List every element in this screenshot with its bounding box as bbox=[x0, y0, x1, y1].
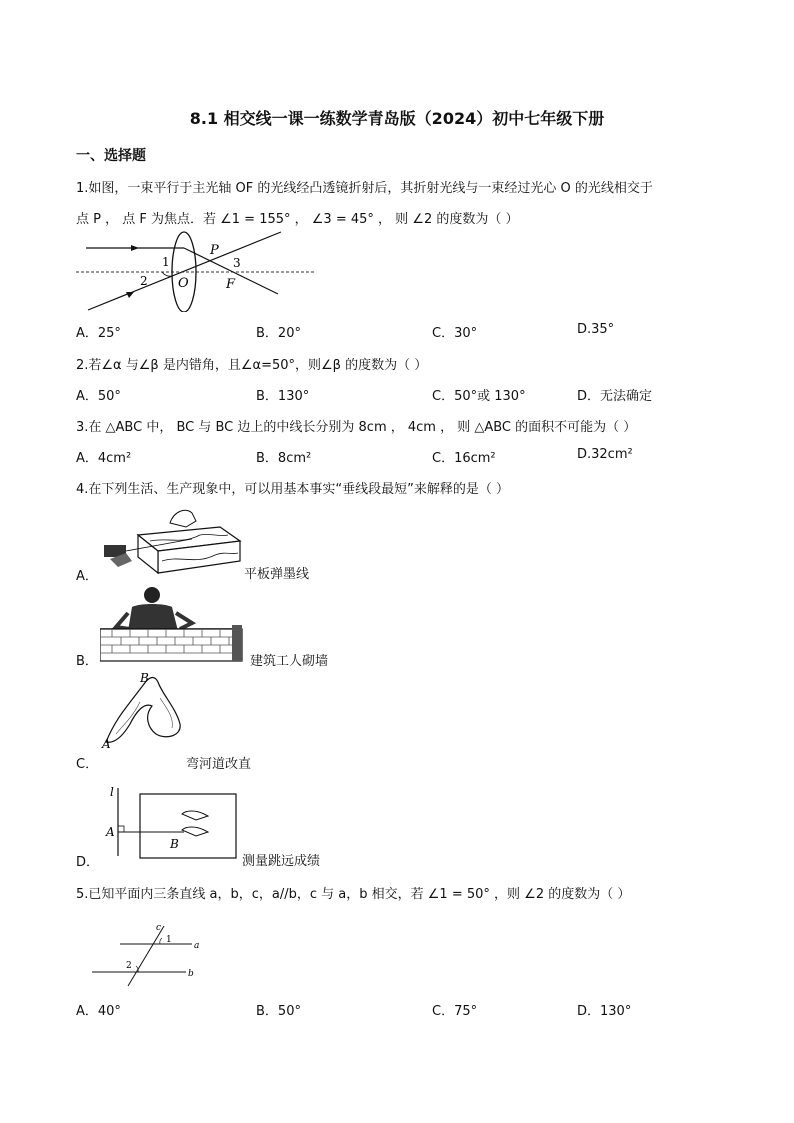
q1-option-c: C．30° bbox=[432, 326, 478, 341]
parallel-lines-diagram bbox=[88, 920, 208, 988]
label-line-a: a bbox=[194, 941, 200, 951]
plank-ink-line-image bbox=[100, 505, 245, 577]
q2-option-c: C．50°或 130° bbox=[432, 389, 526, 404]
q5-option-a: A．40° bbox=[76, 1004, 121, 1019]
q5-text: 5.已知平面内三条直线 a，b，c，a//b，c 与 a，b 相交，若 ∠1 = 50° ，则 ∠2 的度数为（ ） bbox=[76, 887, 631, 902]
q5-option-b: B．50° bbox=[256, 1004, 301, 1019]
label-angle-2: 2 bbox=[126, 961, 132, 971]
q5-option-c: C．75° bbox=[432, 1004, 478, 1019]
q5-option-d: D．130° bbox=[577, 1004, 632, 1019]
bricklayer-image bbox=[100, 585, 248, 663]
q2-text: 2.若∠α 与∠β 是内错角，且∠α=50°，则∠β 的度数为（ ） bbox=[76, 358, 428, 373]
label-line-c: c bbox=[156, 923, 162, 933]
q1-option-a: A．25° bbox=[76, 326, 121, 341]
q1-text-line2: 点 P ， 点 F 为焦点．若 ∠1 = 155° ， ∠3 = 45° ， 则 ∠2 的度数为（ ） bbox=[76, 212, 519, 227]
label-angle-3: 3 bbox=[233, 256, 241, 270]
q3-option-d: D.32cm² bbox=[577, 447, 633, 462]
long-jump-image bbox=[100, 784, 240, 864]
river-label-b: B bbox=[140, 671, 149, 685]
q1-text-line1: 1.如图，一束平行于主光轴 OF 的光线经凸透镜折射后，其折射光线与一束经过光心 O 的光线相交于 bbox=[76, 181, 653, 196]
q4-option-a-letter: A． bbox=[76, 569, 98, 584]
label-p: P bbox=[210, 243, 219, 258]
q4-option-d-letter: D． bbox=[76, 855, 100, 870]
river-image bbox=[96, 668, 186, 752]
q4-option-c-letter: C． bbox=[76, 757, 99, 772]
q3-option-b: B．8cm² bbox=[256, 451, 312, 466]
q4-option-c-caption: 弯河道改直 bbox=[186, 757, 252, 772]
q2-option-a: A．50° bbox=[76, 389, 121, 404]
jump-label-a: A bbox=[106, 825, 115, 839]
label-line-b: b bbox=[188, 969, 194, 979]
q4-option-b-caption: 建筑工人砌墙 bbox=[250, 654, 329, 669]
label-angle-1: 1 bbox=[166, 935, 172, 945]
q3-option-a: A．4cm² bbox=[76, 451, 132, 466]
section-heading: 一、选择题 bbox=[76, 148, 146, 164]
jump-label-l: l bbox=[110, 785, 114, 799]
label-o: O bbox=[178, 276, 189, 291]
q1-option-b: B．20° bbox=[256, 326, 301, 341]
q2-option-d: D．无法确定 bbox=[577, 389, 653, 404]
q4-option-b-letter: B． bbox=[76, 654, 98, 669]
q2-option-b: B．130° bbox=[256, 389, 310, 404]
q4-text: 4.在下列生活、生产现象中，可以用基本事实“垂线段最短”来解释的是（ ） bbox=[76, 482, 510, 497]
lens-diagram bbox=[76, 230, 326, 312]
page-title: 8.1 相交线一课一练数学青岛版（2024）初中七年级下册 bbox=[189, 109, 605, 128]
jump-label-b: B bbox=[170, 837, 179, 851]
q3-text: 3.在 △ABC 中， BC 与 BC 边上的中线长分别为 8cm ， 4cm ， 则 △ABC 的面积不可能为（ ） bbox=[76, 420, 637, 435]
river-label-a: A bbox=[102, 737, 111, 751]
label-f: F bbox=[226, 277, 236, 292]
q3-option-c: C．16cm² bbox=[432, 451, 496, 466]
q1-option-d: D.35° bbox=[577, 322, 615, 337]
label-angle-1: 1 bbox=[162, 255, 170, 269]
q4-option-a-caption: 平板弹墨线 bbox=[244, 567, 310, 582]
label-angle-2: 2 bbox=[140, 274, 148, 288]
q4-option-d-caption: 测量跳远成绩 bbox=[242, 854, 321, 869]
